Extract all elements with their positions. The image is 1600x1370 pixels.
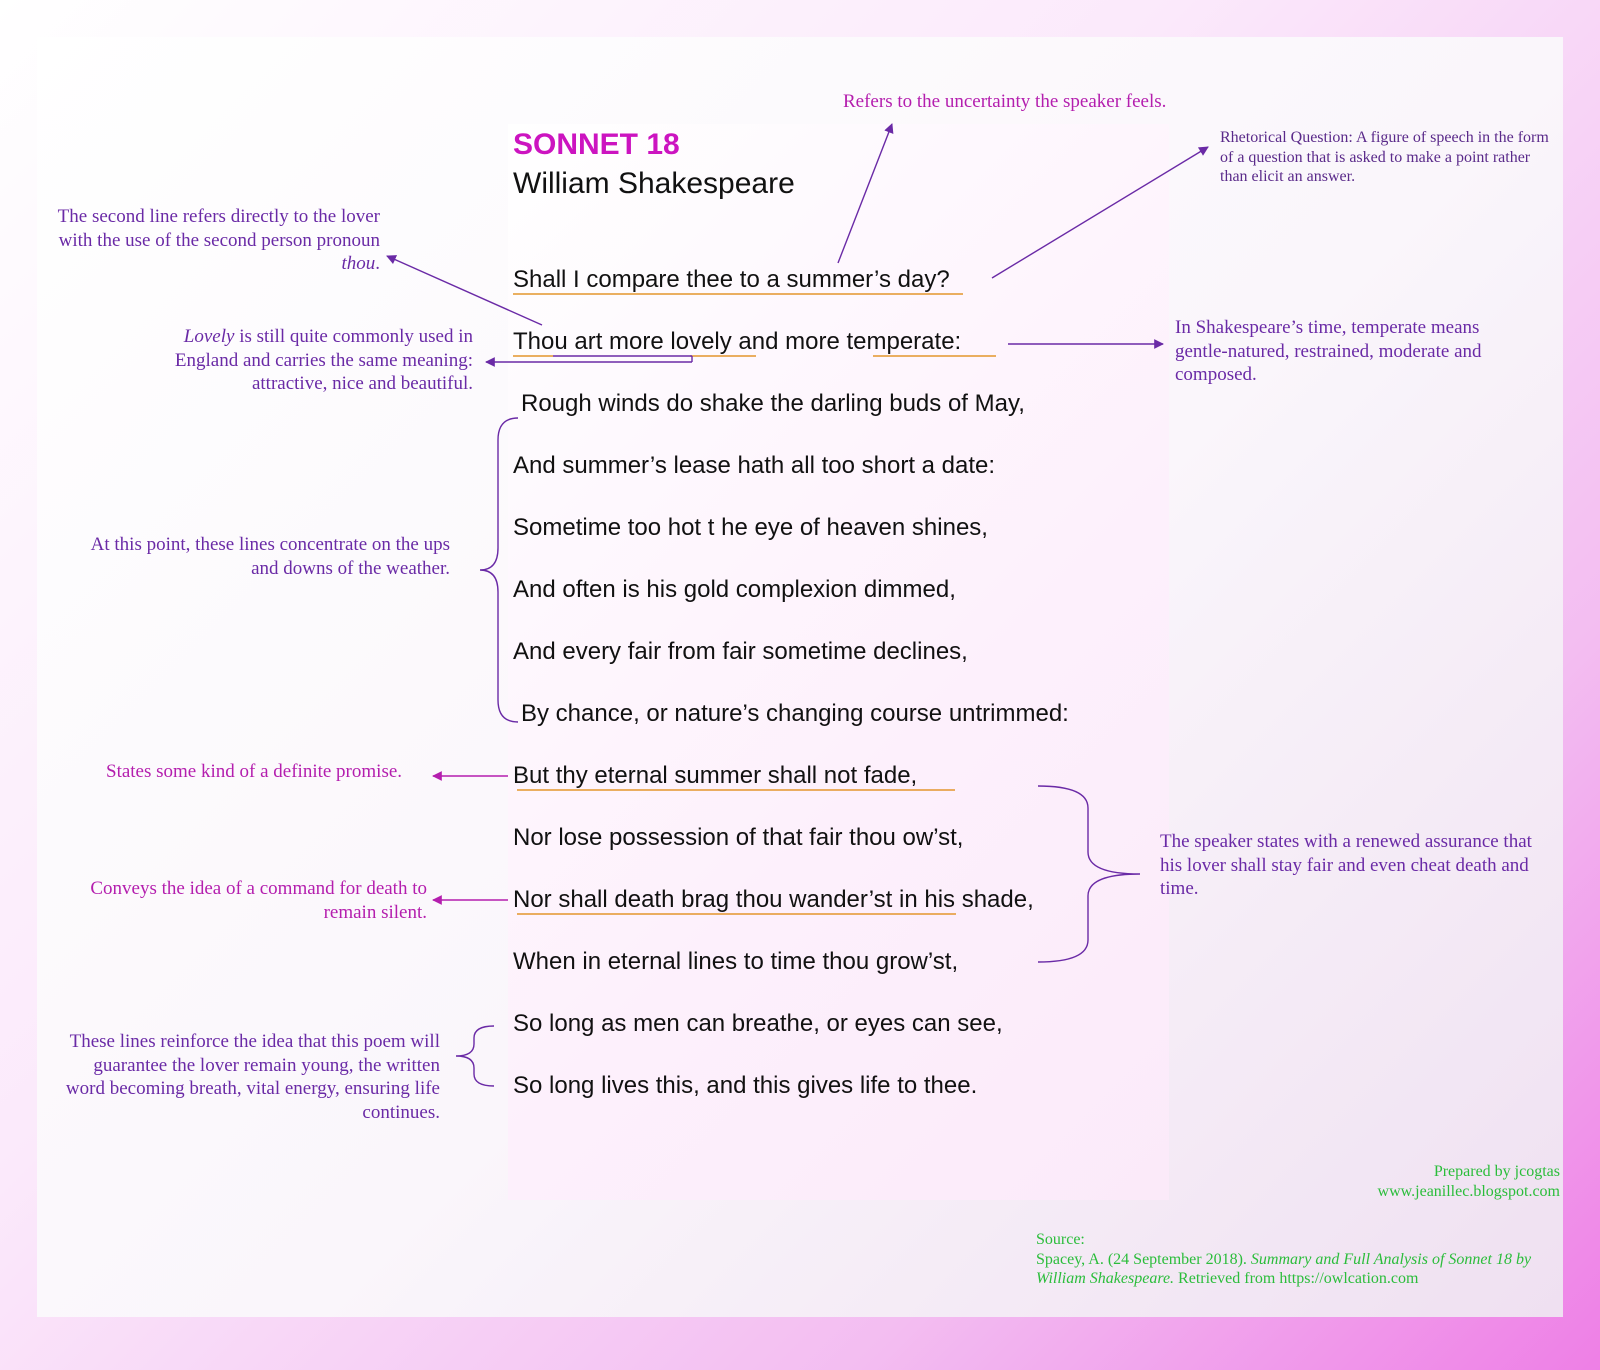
annotation-temperate: In Shakespeare’s time, temperate means gentle-natured, restrained, moderate and composed. [1175, 317, 1482, 385]
annotation-assurance: The speaker states with a renewed assurance that his lover shall stay fair and even cheat death and time. [1160, 831, 1532, 899]
weather-brace [480, 418, 518, 722]
second-line-arrow [387, 256, 542, 325]
poem-title: SONNET 18 [513, 128, 680, 161]
reinforce-brace [456, 1026, 494, 1086]
pointer-lines [387, 124, 1208, 362]
annotation-weather: At this point, these lines concentrate on the ups and downs of the weather. [90, 534, 450, 579]
poem-line-3: Rough winds do shake the darling buds of May, [521, 390, 1025, 417]
website: www.jeanillec.blogspot.com [1377, 1182, 1560, 1200]
braces [456, 418, 1140, 1086]
poem-line-10: Nor lose possession of that fair thou ow’st, [513, 824, 964, 851]
magenta-arrows [433, 776, 508, 900]
uncertainty-arrow [838, 124, 892, 263]
annotation-promise: States some kind of a definite promise. [106, 761, 403, 782]
poem-line-4: And summer’s lease hath all too short a date: [513, 452, 996, 479]
annotation-second-line: The second line refers directly to the lover with the use of the second person pronoun thou. [57, 206, 380, 274]
poem-line-7: And every fair from fair sometime declines, [513, 638, 968, 665]
underlines [513, 294, 996, 914]
source-suffix: Retrieved from https://owlcation.com [1174, 1270, 1419, 1287]
annotation-reinforce: These lines reinforce the idea that this poem will guarantee the lover remain young, the written word becoming breath, vital energy, ensuring life continues. [65, 1031, 440, 1123]
poem-line-8: By chance, or nature’s changing course untrimmed: [521, 700, 1069, 727]
poem-line-11: Nor shall death brag thou wander’st in his shade, [513, 886, 1034, 913]
poem-line-14: So long lives this, and this gives life to thee. [513, 1072, 978, 1099]
poem-line-2: Thou art more lovely and more temperate: [513, 328, 962, 355]
assurance-brace [1038, 786, 1140, 962]
prepared-by: Prepared by jcogtas [1433, 1163, 1560, 1180]
poem-line-6: And often is his gold complexion dimmed, [513, 576, 956, 603]
poem-line-5: Sometime too hot t he eye of heaven shines, [513, 514, 988, 541]
annotation-lovely: Lovely is still quite commonly used in England and carries the same meaning: attractive, nice and beautiful. [174, 326, 473, 394]
source-title: Summary and Full Analysis of Sonnet 18 by William Shakespeare. [1036, 1250, 1532, 1287]
poem-author: William Shakespeare [513, 167, 795, 200]
poem-line-12: When in eternal lines to time thou grow’st, [513, 948, 959, 975]
poem-line-9: But thy eternal summer shall not fade, [513, 762, 918, 789]
poem-line-13: So long as men can breathe, or eyes can see, [513, 1010, 1003, 1037]
source-label: Source: [1036, 1231, 1085, 1248]
poem-line-1: Shall I compare thee to a summer’s day? [513, 266, 950, 293]
annotation-death-command: Conveys the idea of a command for death to remain silent. [90, 878, 427, 923]
source-prefix: Spacey, A. (24 September 2018). [1036, 1250, 1251, 1268]
rhetorical-arrow [992, 147, 1208, 278]
annotation-rhetorical-question: Rhetorical Question: A figure of speech in the form of a question that is asked to make a point rather than elicit an answer. [1220, 129, 1549, 185]
annotation-uncertainty: Refers to the uncertainty the speaker feels. [843, 91, 1167, 112]
